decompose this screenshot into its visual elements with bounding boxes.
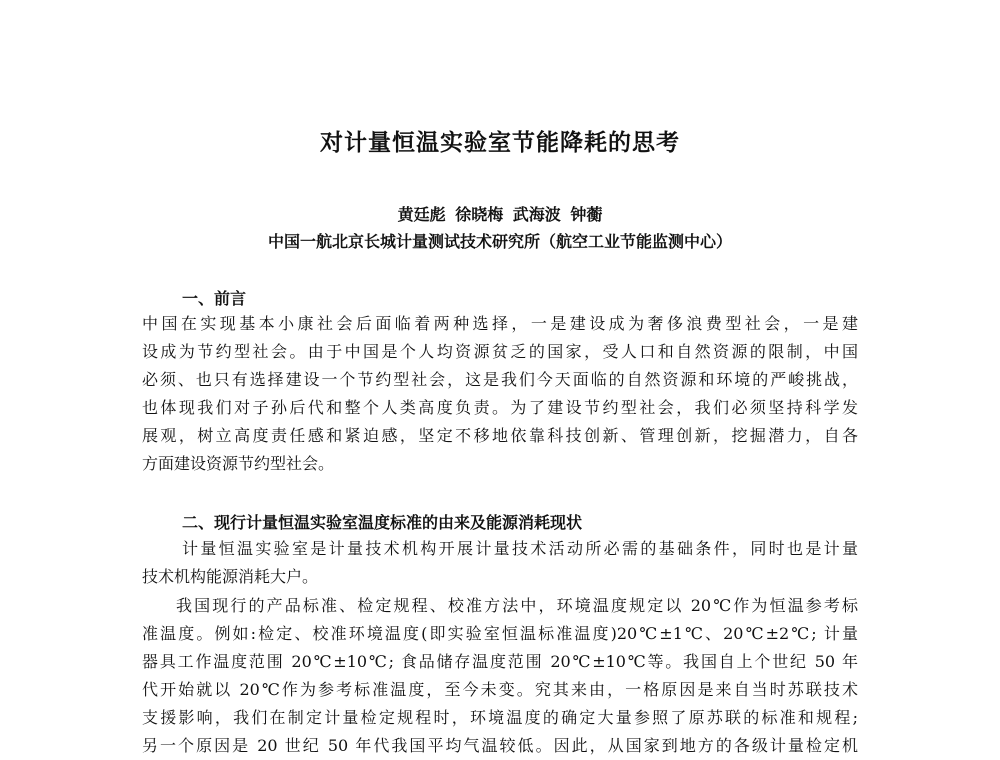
text-line: 计量恒温实验室是计量技术机构开展计量技术活动所必需的基础条件，同时也是计量 bbox=[182, 539, 858, 558]
text-line: 我国现行的产品标准、检定规程、校准方法中，环境温度规定以 20℃作为恒温参考标 bbox=[176, 596, 858, 615]
paragraph-lab-role bbox=[142, 535, 858, 591]
text-line: 支援影响，我们在制定计量检定规程时，环境温度的确定大量参照了原苏联的标准和规程; bbox=[142, 708, 858, 727]
text-line: 中国在实现基本小康社会后面临着两种选择，一是建设成为奢侈浪费型社会，一是建 bbox=[142, 314, 858, 333]
text-line: 设成为节约型社会。由于中国是个人均资源贫乏的国家，受人口和自然资源的限制，中国 bbox=[142, 342, 858, 361]
text-line: 代开始就以 20℃作为参考标准温度，至今未变。究其来由，一格原因是来自当时苏联技术 bbox=[142, 680, 858, 699]
text-line: 也体现我们对子孙后代和整个人类高度负责。为了建设节约型社会，我们必须坚持科学发 bbox=[142, 398, 858, 417]
text-line: 方面建设资源节约型社会。 bbox=[142, 454, 335, 473]
paragraph-temperature-standard bbox=[142, 592, 858, 760]
paragraph-preface bbox=[142, 310, 858, 478]
paper-affiliation: 中国一航北京长城计量测试技术研究所（航空工业节能监测中心） bbox=[267, 232, 732, 251]
section-heading-standards: 二、现行计量恒温实验室温度标准的由来及能源消耗现状 bbox=[182, 513, 583, 532]
text-line: 准温度。例如:检定、校准环境温度(即实验室恒温标准温度)20℃±1℃、20℃±2℃; 计量 bbox=[142, 624, 858, 643]
paper-title: 对计量恒温实验室节能降耗的思考 bbox=[320, 130, 680, 156]
paper-authors: 黄廷彪 徐晓梅 武海波 钟蘅 bbox=[397, 205, 603, 224]
text-line: 必须、也只有选择建设一个节约型社会，这是我们今天面临的自然资源和环境的严峻挑战， bbox=[142, 370, 858, 389]
text-line: 技术机构能源消耗大户。 bbox=[142, 567, 319, 586]
text-line: 展观，树立高度责任感和紧迫感，坚定不移地依靠科技创新、管理创新，挖掘潜力，自各 bbox=[142, 426, 858, 445]
text-line: 器具工作温度范围 20℃±10℃; 食品储存温度范围 20℃±10℃等。我国自上个世纪 50 年 bbox=[142, 652, 858, 671]
text-line: 另一个原因是 20 世纪 50 年代我国平均气温较低。因此，从国家到地方的各级计量检定机 bbox=[142, 736, 858, 755]
section-heading-preface: 一、前言 bbox=[182, 289, 247, 308]
